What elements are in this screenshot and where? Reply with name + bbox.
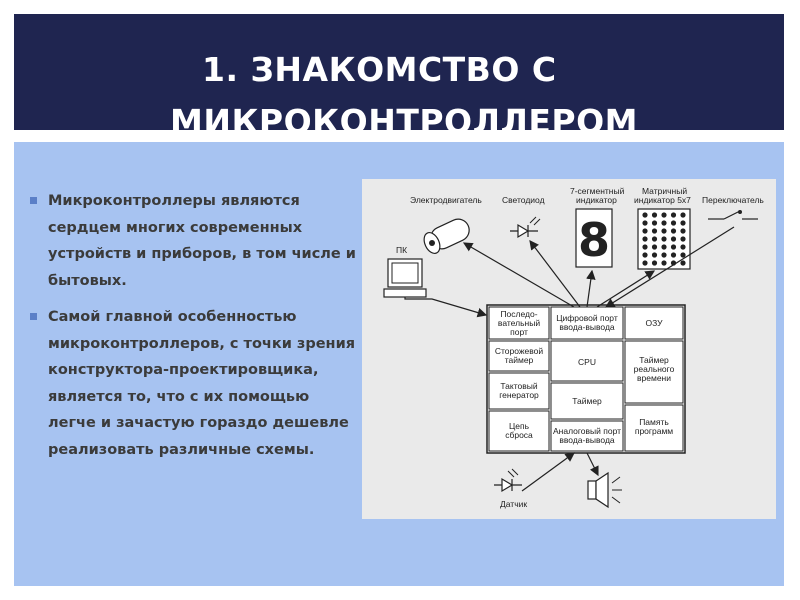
matrix-dot (680, 228, 685, 233)
switch-icon (708, 210, 758, 219)
matrix-dot (642, 252, 647, 257)
matrix-dot (671, 236, 676, 241)
matrix-dot (661, 260, 666, 265)
matrix-dot (652, 252, 657, 257)
matrix-dot (661, 252, 666, 257)
serial-port-label-3: порт (510, 327, 528, 337)
serial-port-label-1: Последо- (500, 309, 538, 319)
matrix-dot (680, 244, 685, 249)
matrix-dot (652, 228, 657, 233)
cpu-label: CPU (578, 357, 596, 367)
diagram-svg (362, 179, 776, 519)
matrix-dot (680, 220, 685, 225)
clock-gen-label-2: генератор (499, 390, 539, 400)
title-bar (14, 14, 784, 141)
matrix-dot (680, 252, 685, 257)
digital-port-label-1: Цифровой порт (556, 313, 618, 323)
ram-label: ОЗУ (645, 318, 663, 328)
content-panel (14, 142, 784, 586)
matrix-dot (652, 236, 657, 241)
slide-title-line-1: 1. ЗНАКОМСТВО С (202, 50, 557, 89)
timer-label: Таймер (572, 396, 602, 406)
matrix-dot (661, 244, 666, 249)
motor-label: Электродвигатель (410, 195, 482, 205)
matrix-dot (680, 236, 685, 241)
slide-title-line-2: МИКРОКОНТРОЛЛЕРОМ (170, 102, 639, 141)
rtc-label-1: Таймер (639, 355, 669, 365)
matrix-dot (652, 220, 657, 225)
matrix-dot (661, 236, 666, 241)
speaker-icon (588, 473, 622, 507)
matrix-dot (642, 236, 647, 241)
matrix-dot (671, 228, 676, 233)
watchdog-label-1: Сторожевой (494, 346, 544, 356)
bullet-text: Самой главной особенностью микроконтроллеров, с точки зрения конструктора-проектировщика, является то, что с их помощью легче и зачастую гораздо дешевле реализовать различные схемы. (48, 309, 356, 458)
matrix-dot (671, 220, 676, 225)
matrix-label-2: индикатор 5х7 (634, 195, 691, 205)
matrix-dot (642, 260, 647, 265)
matrix-dot (680, 260, 685, 265)
matrix-dot (671, 244, 676, 249)
watchdog-label-2: таймер (504, 355, 534, 365)
motor-icon (421, 216, 473, 256)
bullet-square-icon (30, 197, 37, 204)
matrix-dot (661, 228, 666, 233)
matrix-dot (652, 244, 657, 249)
matrix-dot (642, 244, 647, 249)
seven-segment-icon (576, 209, 612, 267)
matrix-dot (671, 212, 676, 217)
rtc-label-2: реального (633, 364, 675, 374)
sensor-label: Датчик (500, 499, 528, 509)
matrix-dot (661, 212, 666, 217)
matrix-dot (642, 220, 647, 225)
digital-port-label-2: ввода-вывода (559, 322, 615, 332)
matrix-dot (642, 228, 647, 233)
bullet-item (30, 304, 360, 463)
sensor-icon (494, 469, 522, 491)
switch-label: Переключатель (702, 195, 764, 205)
led-icon (510, 217, 540, 237)
microcontroller-block (487, 305, 685, 453)
rom-label-2: программ (634, 426, 674, 436)
reset-label-2: сброса (505, 430, 533, 440)
matrix-dot (661, 220, 666, 225)
pc-icon (384, 259, 426, 297)
matrix-label-1: Матричный (642, 186, 688, 196)
microcontroller-diagram (362, 179, 776, 519)
seven-seg-label-1: 7-сегментный (570, 186, 625, 196)
bullet-square-icon (30, 313, 37, 320)
bullet-item (30, 188, 360, 294)
matrix-dot (680, 212, 685, 217)
matrix-dot (652, 212, 657, 217)
matrix-dot (671, 252, 676, 257)
reset-label-1: Цепь (508, 421, 530, 431)
serial-port-label-2: вательный (497, 318, 541, 328)
bullet-list (30, 188, 360, 473)
rtc-label-3: времени (637, 373, 671, 383)
analog-port-label-1: Аналоговый порт (552, 426, 622, 436)
bullet-text: Микроконтроллеры являются сердцем многих современных устройств и приборов, в том числе и бытовых. (48, 193, 356, 289)
clock-gen-label-1: Тактовый (500, 381, 538, 391)
matrix-dot (642, 212, 647, 217)
rom-label-1: Память (639, 417, 669, 427)
pc-label: ПК (396, 245, 408, 255)
matrix-dot (652, 260, 657, 265)
analog-port-label-2: ввода-вывода (559, 435, 615, 445)
seven-seg-digit: 8 (577, 213, 611, 267)
led-label: Светодиод (502, 195, 545, 205)
seven-seg-label-2: индикатор (576, 195, 617, 205)
